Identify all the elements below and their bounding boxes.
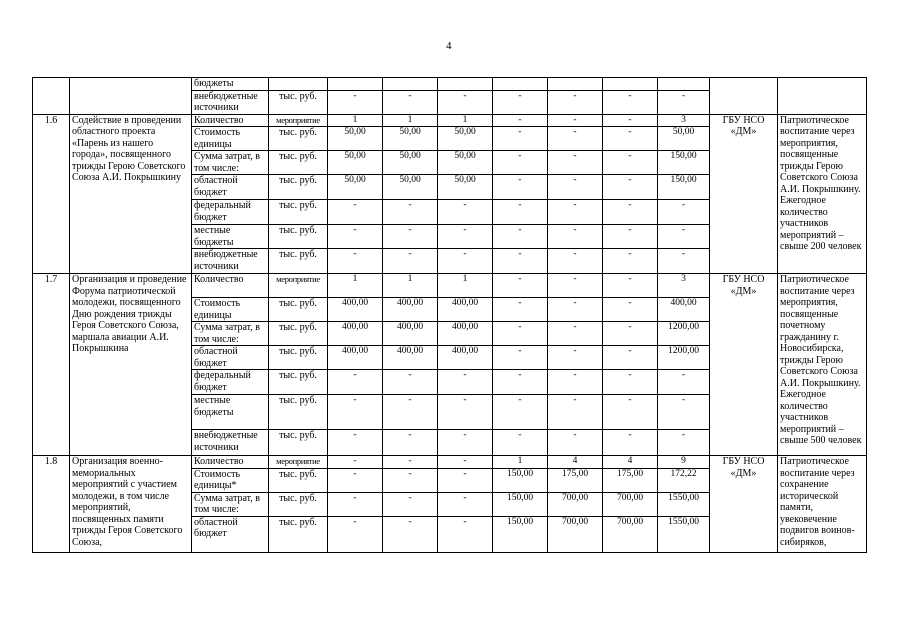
value-cell: - [493, 127, 548, 151]
table-body [33, 78, 867, 553]
row-label: местные бюджеты [192, 225, 269, 249]
value-cell: - [548, 90, 603, 114]
item-number: 1.7 [33, 274, 70, 456]
value-cell: - [658, 225, 710, 249]
row-label: областной бюджет [192, 346, 269, 370]
value-cell: - [328, 395, 383, 430]
value-cell: - [383, 516, 438, 552]
value-cell: - [603, 274, 658, 298]
value-cell: - [493, 249, 548, 274]
value-cell: 50,00 [438, 175, 493, 200]
item-number: 1.8 [33, 456, 70, 553]
item-executor: ГБУ НСО «ДМ» [710, 456, 778, 553]
number-cell [33, 78, 70, 115]
value-cell: - [383, 468, 438, 492]
value-cell: - [383, 456, 438, 469]
value-cell [603, 78, 658, 91]
value-cell: 1 [438, 274, 493, 298]
value-cell: 50,00 [328, 127, 383, 151]
value-cell: - [328, 370, 383, 395]
value-cell: - [493, 430, 548, 456]
value-cell: 50,00 [383, 175, 438, 200]
row-label: федеральный бюджет [192, 370, 269, 395]
value-cell: - [603, 200, 658, 225]
value-cell: - [328, 90, 383, 114]
value-cell: 50,00 [438, 151, 493, 175]
value-cell: 3 [658, 114, 710, 127]
row-unit: тыс. руб. [269, 492, 328, 516]
row-label: Стоимость единицы [192, 127, 269, 151]
value-cell: 400,00 [383, 298, 438, 322]
row-unit: тыс. руб. [269, 395, 328, 430]
value-cell: 400,00 [438, 298, 493, 322]
row-label: внебюджетные источники [192, 430, 269, 456]
table-row [33, 114, 867, 127]
value-cell: - [658, 249, 710, 274]
value-cell: - [493, 114, 548, 127]
executor-cell [710, 78, 778, 115]
value-cell: 1 [328, 114, 383, 127]
value-cell: 3 [658, 274, 710, 298]
value-cell: - [438, 492, 493, 516]
value-cell: 400,00 [383, 346, 438, 370]
value-cell [438, 78, 493, 91]
value-cell: 1 [383, 274, 438, 298]
item-name: Содействие в проведении областного проекта «Парень из нашего города», посвященного трижды Герою Советского Союза А.И. Покрышкину [70, 114, 192, 274]
value-cell: 1550,00 [658, 516, 710, 552]
value-cell: 1 [493, 456, 548, 469]
value-cell: 50,00 [438, 127, 493, 151]
value-cell: - [603, 346, 658, 370]
value-cell: 175,00 [603, 468, 658, 492]
value-cell: - [603, 151, 658, 175]
row-label: областной бюджет [192, 516, 269, 552]
value-cell: - [328, 225, 383, 249]
row-unit: тыс. руб. [269, 346, 328, 370]
value-cell: - [438, 468, 493, 492]
value-cell: - [493, 322, 548, 346]
row-unit: тыс. руб. [269, 430, 328, 456]
value-cell: - [438, 456, 493, 469]
value-cell: - [328, 516, 383, 552]
row-label: внебюджетные источники [192, 249, 269, 274]
value-cell: - [328, 456, 383, 469]
value-cell: - [548, 346, 603, 370]
value-cell: - [438, 200, 493, 225]
value-cell: 700,00 [548, 516, 603, 552]
value-cell: - [548, 322, 603, 346]
value-cell: 150,00 [658, 151, 710, 175]
value-cell: 1 [328, 274, 383, 298]
row-unit: тыс. руб. [269, 322, 328, 346]
row-label: Сумма затрат, в том числе: [192, 322, 269, 346]
row-label: Количество [192, 114, 269, 127]
value-cell: 1200,00 [658, 346, 710, 370]
value-cell: - [383, 200, 438, 225]
row-unit: тыс. руб. [269, 151, 328, 175]
value-cell: - [603, 370, 658, 395]
value-cell: - [493, 298, 548, 322]
row-label: Количество [192, 274, 269, 298]
row-unit: тыс. руб. [269, 516, 328, 552]
item-result: Патриотическое воспитание через сохранение исторической памяти, увековечение подвигов воинов-сибиряков, [778, 456, 867, 553]
value-cell: - [328, 430, 383, 456]
row-label: федеральный бюджет [192, 200, 269, 225]
row-unit: тыс. руб. [269, 225, 328, 249]
value-cell: - [383, 395, 438, 430]
row-unit: тыс. руб. [269, 370, 328, 395]
name-cell [70, 78, 192, 115]
value-cell: - [603, 298, 658, 322]
value-cell: 150,00 [658, 175, 710, 200]
row-unit [269, 78, 328, 91]
value-cell: 1200,00 [658, 322, 710, 346]
value-cell: - [603, 322, 658, 346]
value-cell: 50,00 [383, 127, 438, 151]
value-cell: - [493, 370, 548, 395]
value-cell: 150,00 [493, 468, 548, 492]
value-cell: 50,00 [328, 151, 383, 175]
value-cell: - [328, 492, 383, 516]
value-cell: - [383, 90, 438, 114]
value-cell: - [548, 249, 603, 274]
value-cell [383, 78, 438, 91]
value-cell: - [438, 249, 493, 274]
page-number: 4 [446, 40, 452, 52]
value-cell: - [658, 90, 710, 114]
value-cell: - [548, 274, 603, 298]
value-cell: - [603, 395, 658, 430]
item-executor: ГБУ НСО «ДМ» [710, 114, 778, 274]
value-cell: 50,00 [658, 127, 710, 151]
value-cell: 700,00 [548, 492, 603, 516]
row-unit: тыс. руб. [269, 468, 328, 492]
value-cell: - [438, 430, 493, 456]
value-cell: - [328, 249, 383, 274]
row-label: местные бюджеты [192, 395, 269, 430]
value-cell: - [328, 200, 383, 225]
value-cell: - [493, 225, 548, 249]
row-label: областной бюджет [192, 175, 269, 200]
value-cell: - [658, 430, 710, 456]
row-label: Сумма затрат, в том числе: [192, 492, 269, 516]
row-label: Стоимость единицы* [192, 468, 269, 492]
value-cell: - [658, 370, 710, 395]
value-cell: - [603, 175, 658, 200]
value-cell: - [548, 298, 603, 322]
value-cell: - [438, 370, 493, 395]
value-cell: - [493, 175, 548, 200]
value-cell: - [658, 200, 710, 225]
item-name: Организация военно-мемориальных мероприятий с участием молодежи, в том числе мероприятий, посвященных памяти трижды Героя Советского Союза, [70, 456, 192, 553]
value-cell [328, 78, 383, 91]
row-unit: мероприятие [269, 456, 328, 469]
row-label: Стоимость единицы [192, 298, 269, 322]
value-cell: - [603, 90, 658, 114]
value-cell: - [548, 370, 603, 395]
value-cell: - [383, 225, 438, 249]
value-cell: 400,00 [438, 322, 493, 346]
value-cell: - [438, 90, 493, 114]
result-cell [778, 78, 867, 115]
value-cell: 150,00 [493, 492, 548, 516]
value-cell: - [438, 516, 493, 552]
value-cell: 400,00 [328, 322, 383, 346]
row-unit: тыс. руб. [269, 298, 328, 322]
row-unit: тыс. руб. [269, 127, 328, 151]
value-cell: - [493, 151, 548, 175]
value-cell: - [603, 114, 658, 127]
budget-table [32, 77, 867, 553]
value-cell: - [548, 200, 603, 225]
value-cell: 400,00 [328, 346, 383, 370]
row-unit: тыс. руб. [269, 249, 328, 274]
value-cell: - [548, 430, 603, 456]
value-cell: 1 [438, 114, 493, 127]
item-executor: ГБУ НСО «ДМ» [710, 274, 778, 456]
value-cell: 172,22 [658, 468, 710, 492]
value-cell: - [603, 249, 658, 274]
value-cell: - [383, 430, 438, 456]
value-cell: - [548, 395, 603, 430]
value-cell: 9 [658, 456, 710, 469]
row-label: внебюджетные источники [192, 90, 269, 114]
value-cell: 1550,00 [658, 492, 710, 516]
row-unit: мероприятие [269, 274, 328, 298]
value-cell: - [493, 395, 548, 430]
value-cell [658, 78, 710, 91]
value-cell: 150,00 [493, 516, 548, 552]
value-cell: - [383, 370, 438, 395]
value-cell: 50,00 [328, 175, 383, 200]
value-cell: - [493, 346, 548, 370]
row-label: бюджеты [192, 78, 269, 91]
value-cell: - [493, 200, 548, 225]
row-label: Сумма затрат, в том числе: [192, 151, 269, 175]
value-cell: - [548, 225, 603, 249]
value-cell: - [603, 127, 658, 151]
table-row [33, 78, 867, 91]
table-row [33, 456, 867, 469]
value-cell: 4 [603, 456, 658, 469]
value-cell: - [493, 274, 548, 298]
item-number: 1.6 [33, 114, 70, 274]
value-cell: - [438, 225, 493, 249]
item-result: Патриотическое воспитание через мероприятия, посвященные трижды Герою Советского Союза А.И. Покрышкину. Ежегодное количество участников мероприятий – свыше 200 человек [778, 114, 867, 274]
value-cell: 400,00 [658, 298, 710, 322]
value-cell: - [548, 114, 603, 127]
value-cell: 700,00 [603, 492, 658, 516]
value-cell [493, 78, 548, 91]
item-result: Патриотическое воспитание через мероприятия, посвященные почетному гражданину г. Новосибирска, трижды Герою Советского Союза А.И. Покрышкину. Ежегодное количество участников мероприятий – свыше 500 человек [778, 274, 867, 456]
row-unit: тыс. руб. [269, 90, 328, 114]
value-cell: - [548, 175, 603, 200]
value-cell: - [438, 395, 493, 430]
row-unit: тыс. руб. [269, 200, 328, 225]
value-cell: 1 [383, 114, 438, 127]
value-cell: - [383, 249, 438, 274]
value-cell: 175,00 [548, 468, 603, 492]
value-cell: - [658, 395, 710, 430]
item-name: Организация и проведение Форума патриотической молодежи, посвященного Дню рождения трижды Героя Советского Союза, маршала авиации А.И. Покрышкина [70, 274, 192, 456]
value-cell: - [603, 430, 658, 456]
value-cell: - [328, 468, 383, 492]
value-cell: - [548, 127, 603, 151]
value-cell: 400,00 [383, 322, 438, 346]
value-cell: 4 [548, 456, 603, 469]
value-cell: - [548, 151, 603, 175]
row-unit: мероприятие [269, 114, 328, 127]
value-cell: 400,00 [438, 346, 493, 370]
table-row [33, 274, 867, 298]
value-cell: - [383, 492, 438, 516]
value-cell: 50,00 [383, 151, 438, 175]
value-cell: 400,00 [328, 298, 383, 322]
value-cell: - [493, 90, 548, 114]
row-label: Количество [192, 456, 269, 469]
value-cell [548, 78, 603, 91]
row-unit: тыс. руб. [269, 175, 328, 200]
value-cell: 700,00 [603, 516, 658, 552]
value-cell: - [603, 225, 658, 249]
